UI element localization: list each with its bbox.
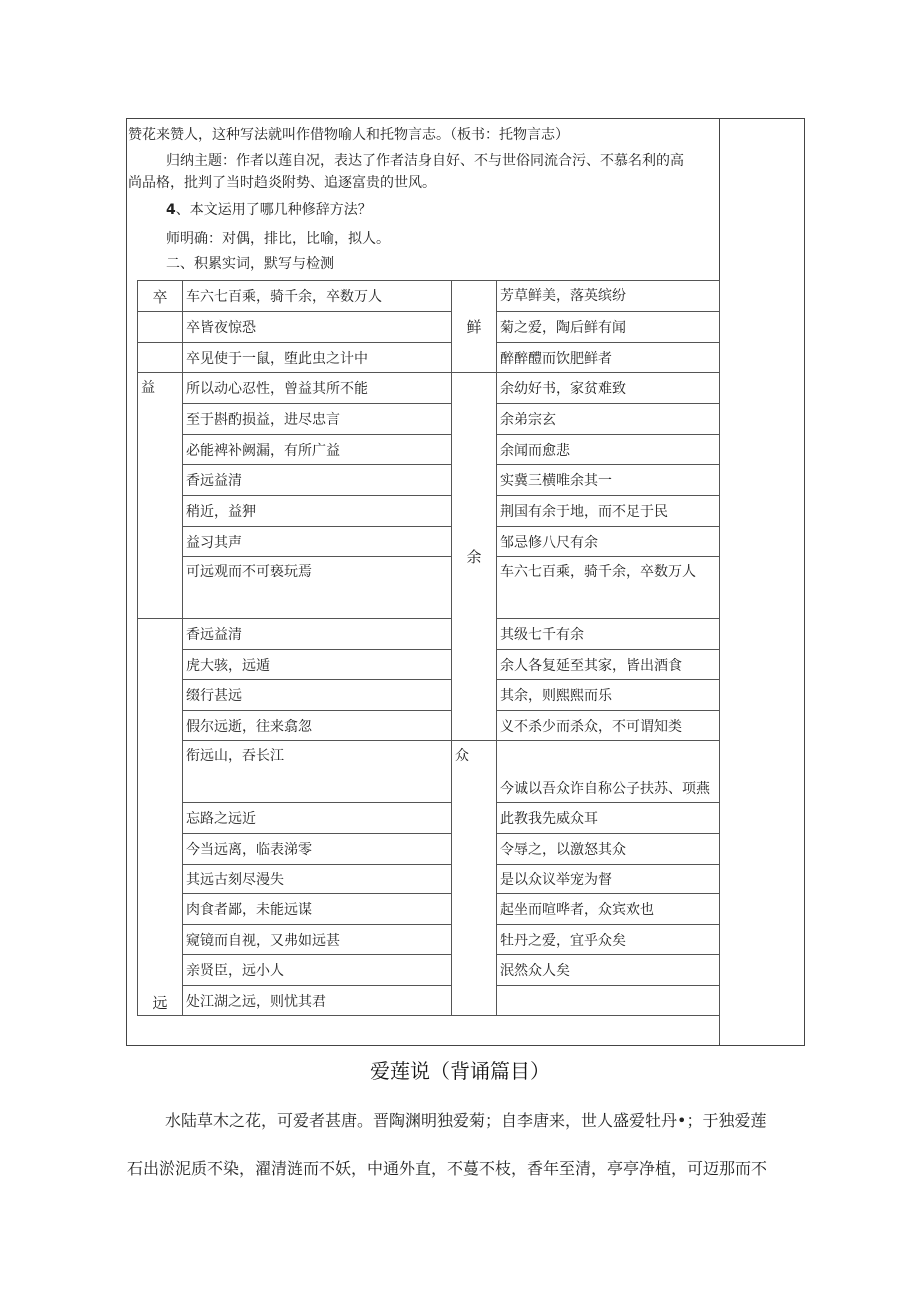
table-row [138,865,720,894]
table-row [138,527,720,557]
intro-line-2: 归纳主题：作者以莲自况，表达了作者洁身自好、不与世俗同流合污、不慕名利的高 [166,153,684,169]
example-sentence: 卒皆夜惊恐 [183,312,452,343]
vocabulary-table [137,280,720,1043]
essay-line-1: 水陆草木之花，可爱者甚唐。晋陶渊明独爱菊；自李唐来，世人盛爱牡丹•；于独爱莲 [165,1111,767,1130]
example-sentence: 肉食者鄙，未能远谋 [183,894,452,925]
example-sentence: 虎大骇，远遁 [183,650,452,680]
table-row [138,465,720,496]
table-row [138,955,720,986]
headword-cell: 远 [138,619,183,1016]
example-sentence: 今诚以吾众诈自称公子扶苏、项燕 [497,741,720,803]
table-row [138,496,720,527]
table-row [138,741,720,803]
headword-cell [138,312,183,343]
example-sentence: 其远古刻尽漫失 [183,865,452,894]
example-sentence: 余幼好书，家贫难致 [497,373,720,404]
table-row [138,834,720,865]
example-sentence: 忘路之远近 [183,803,452,834]
example-sentence: 菊之爱，陶后鲜有闻 [497,312,720,343]
section-heading: 二、积累实词，默写与检测 [166,256,334,272]
table-row [138,650,720,680]
example-sentence: 牡丹之爱，宜乎众矣 [497,925,720,955]
empty-cell [138,1016,720,1043]
example-sentence: 此教我先威众耳 [497,803,720,834]
example-sentence: 衔远山，吞长江 [183,741,452,803]
example-sentence: 至于斟酌损益，进尽忠言 [183,404,452,435]
example-sentence: 是以众议举宠为督 [497,865,720,894]
headword-cell: 众 [452,741,497,1016]
teacher-answer: 师明确：对偶，排比，比喻，拟人。 [166,231,390,247]
example-sentence: 余闻而愈悲 [497,435,720,465]
table-row [138,619,720,650]
example-sentence: 起坐而喧哗者，众宾欢也 [497,894,720,925]
example-sentence: 其余，则熙熙而乐 [497,680,720,711]
essay-paragraph-1 [127,1108,813,1131]
question-4-text: 、本文运用了哪几种修辞方法？ [175,202,372,218]
example-sentence: 卒见使于一鼠，堕此虫之计中 [183,343,452,373]
example-sentence [497,986,720,1016]
table-row [138,986,720,1016]
example-sentence: 必能裨补阙漏，有所广益 [183,435,452,465]
question-4-number: 4 [166,202,176,218]
example-sentence: 泯然众人矣 [497,955,720,986]
headword-cell: 余 [452,373,497,741]
table-row [138,803,720,834]
table-row [138,680,720,711]
table-row [138,894,720,925]
example-sentence: 令辱之，以激怒其众 [497,834,720,865]
example-sentence: 可远观而不可亵玩焉 [183,557,452,619]
table-row [138,373,720,404]
example-sentence: 稍近，益狎 [183,496,452,527]
headword-cell: 鲜 [452,281,497,373]
example-sentence: 缀行甚远 [183,680,452,711]
table-row [138,557,720,619]
example-sentence: 余人各复延至其家，皆出酒食 [497,650,720,680]
example-sentence: 其级七千有余 [497,619,720,650]
example-sentence: 亲贤臣，远小人 [183,955,452,986]
headword-cell [138,343,183,373]
essay-title: 爱莲说（背诵篇目） [370,1059,550,1083]
example-sentence: 益习其声 [183,527,452,557]
example-sentence: 芳草鲜美，落英缤纷 [497,281,720,312]
example-sentence: 实冀三横唯余其一 [497,465,720,496]
example-sentence: 今当远离，临表涕零 [183,834,452,865]
example-sentence: 香远益清 [183,465,452,496]
table-row [138,925,720,955]
example-sentence: 荆国有余于地，而不足于民 [497,496,720,527]
table-row [138,404,720,435]
example-sentence: 香远益清 [183,619,452,650]
example-sentence: 余弟宗玄 [497,404,720,435]
headword-cell: 卒 [138,281,183,312]
essay-line-2: 石出淤泥质不染，濯清涟而不妖，中通外直，不蔓不枝，香年至清，亭亭净植，可迈那而不 [127,1159,768,1178]
table-row [138,312,720,343]
table-footer-row [138,1016,720,1043]
example-sentence: 车六七百乘，骑千余，卒数万人 [183,281,452,312]
example-sentence: 醉醉醴而饮肥鲜者 [497,343,720,373]
intro-line-3: 尚品格，批判了当时趋炎附势、追逐富贵的世风。 [128,175,436,191]
example-sentence: 处江湖之远，则忧其君 [183,986,452,1016]
example-sentence: 假尔远逝，往来翕忽 [183,711,452,741]
example-sentence: 所以动心忍性，曾益其所不能 [183,373,452,404]
intro-line-1: 赞花来赞人，这种写法就叫作借物喻人和托物言志。（板书：托物言志） [128,127,569,143]
headword-cell: 益 [138,373,183,619]
essay-paragraph-2 [127,1156,813,1179]
table-row [138,281,720,312]
table-row [138,711,720,741]
question-4 [166,199,372,219]
example-sentence: 邹忌修八尺有余 [497,527,720,557]
table-row [138,435,720,465]
example-sentence: 车六七百乘，骑千余，卒数万人 [497,557,720,619]
table-row [138,343,720,373]
example-sentence: 义不杀少而杀众，不可谓知类 [497,711,720,741]
example-sentence: 窥镜而自视，又弗如远甚 [183,925,452,955]
